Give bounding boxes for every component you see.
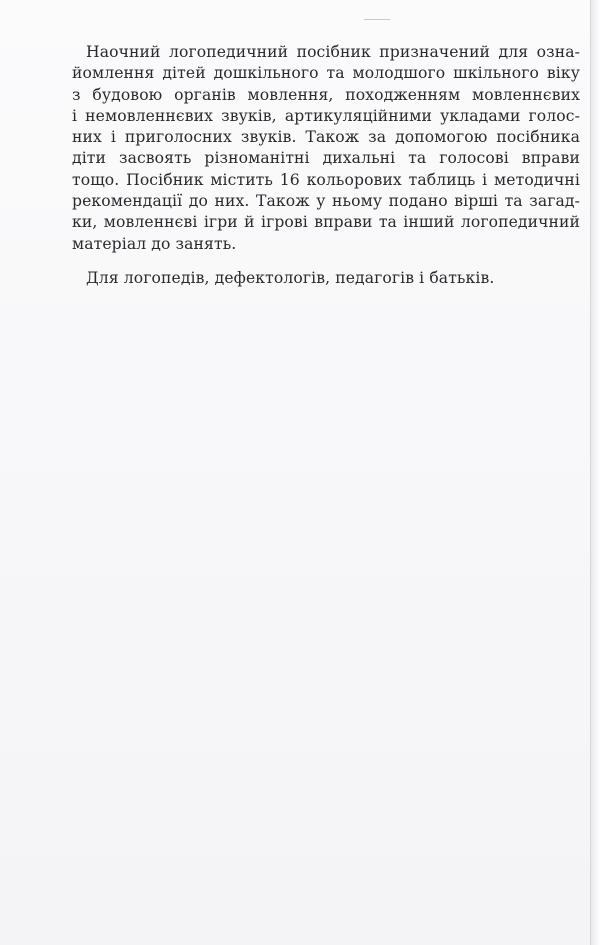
text-line: тощо. Посібник містить 16 кольорових таблиць і методичні [72,170,580,189]
text-line: рекомендації до них. Також у ньому подано вірші та загад- [72,192,580,211]
page-mark [364,19,390,20]
text-line: і немовленнєвих звуків, артикуляційними укладами голос- [72,106,580,125]
page-edge [591,0,600,945]
audience-paragraph [72,268,580,289]
text-line: з будовою органів мовлення, походженням мовленнєвих [72,85,580,104]
description-paragraph [72,42,580,255]
text-line: ки, мовленнєві ігри й ігрові вправи та інший логопедичний [72,213,580,232]
text-line: діти засвоять різноманітні дихальні та голосові вправи [72,149,580,168]
annotation-text [72,42,580,289]
text-line: Наочний логопедичний посібник призначений для озна- [86,43,580,61]
text-line: них і приголосних звуків. Також за допомогою посібника [72,128,580,147]
text-line: йомлення дітей дошкільного та молодшого шкільного віку [72,64,580,83]
text-line: матеріал до занять. [72,234,237,253]
text-line: Для логопедів, дефектологів, педагогів і батьків. [86,268,495,287]
